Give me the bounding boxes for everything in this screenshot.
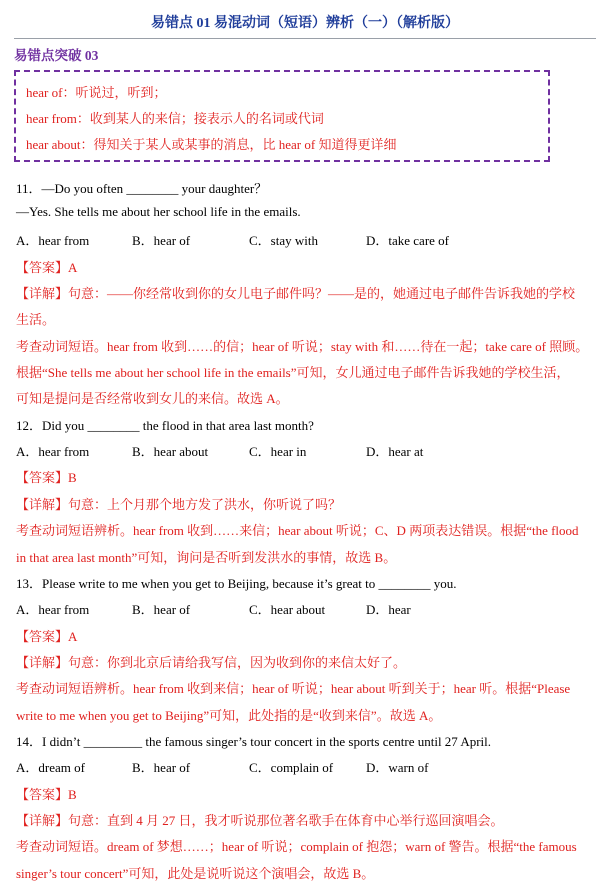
q11-answer: 【答案】A: [16, 260, 78, 275]
q14-detail-2: 考查动词短语。dream of 梦想……；hear of 听说；complain of 抱怨；warn of 警告。根据“the famous: [16, 839, 577, 854]
q13-detail-3: write to me when you get to Beijing”可知，此处指的是“收到来信”。故选 A。: [16, 708, 442, 723]
q13-option-a: A．hear from: [16, 602, 90, 617]
q12-option-b: B．hear about: [132, 444, 209, 459]
q12-answer: 【答案】B: [16, 470, 77, 485]
q12-detail-2: 考查动词短语辨析。hear from 收到……来信；hear about 听说；C、D 两项表达错误。根据“the flood: [16, 523, 579, 538]
section-heading: 易错点突破 03: [14, 48, 99, 63]
q12-stem: 12．Did you ________ the flood in that area last month?: [16, 418, 314, 433]
page-title: 易错点 01 易混动词（短语）辨析（一）（解析版）: [151, 16, 459, 31]
tip-hear-of: hear of：听说过，听到；: [26, 85, 167, 100]
q11-detail-4: 根据“She tells me about her school life in the emails”可知，女儿通过电子邮件告诉我她的学校生活，: [16, 365, 570, 380]
q14-option-d: D．warn of: [366, 760, 429, 775]
q11-detail-3: 考查动词短语。hear from 收到……的信；hear of 听说；stay with 和……待在一起；take care of 照顾。: [16, 339, 589, 354]
q12-detail-3: in that area last month”可知，询问是否听到发洪水的事情，故选 B。: [16, 550, 397, 565]
q13-option-d: D．hear: [366, 602, 411, 617]
q11-option-d: D．take care of: [366, 233, 450, 248]
q14-stem: 14．I didn’t _________ the famous singer’s tour concert in the sports centre until 27 April.: [16, 734, 492, 749]
q13-answer: 【答案】A: [16, 629, 78, 644]
tip-hear-about: hear about：得知关于某人或某事的消息，比 hear of 知道得更详细: [26, 137, 397, 152]
q11-stem-1: 11．—Do you often ________ your daughter？: [16, 181, 268, 196]
title-divider: [14, 38, 596, 39]
q13-stem: 13．Please write to me when you get to Beijing, because it’s great to ________ you.: [16, 576, 457, 591]
q11-detail-5: 可知是提问是否经常收到女儿的来信。故选 A。: [16, 391, 289, 406]
q12-detail-1: 【详解】句意：上个月那个地方发了洪水，你听说了吗？: [16, 497, 342, 512]
q11-detail-2: 生活。: [16, 312, 56, 327]
q12-option-c: C．hear in: [249, 444, 307, 459]
q11-option-c: C．stay with: [249, 233, 318, 248]
q13-detail-1: 【详解】句意：你到北京后请给我写信，因为收到你的来信太好了。: [16, 655, 407, 670]
tip-hear-from: hear from：收到某人的来信；接表示人的名词或代词: [26, 111, 324, 126]
q12-option-a: A．hear from: [16, 444, 90, 459]
q13-detail-2: 考查动词短语辨析。hear from 收到来信；hear of 听说；hear about 听到关于；hear 听。根据“Please: [16, 681, 571, 696]
q11-stem-2: —Yes. She tells me about her school life in the emails.: [16, 204, 301, 219]
q13-option-b: B．hear of: [132, 602, 191, 617]
q14-answer: 【答案】B: [16, 787, 77, 802]
q11-option-b: B．hear of: [132, 233, 191, 248]
q14-option-b: B．hear of: [132, 760, 191, 775]
q14-option-a: A．dream of: [16, 760, 85, 775]
q12-option-d: D．hear at: [366, 444, 424, 459]
q14-option-c: C．complain of: [249, 760, 334, 775]
q11-detail-1: 【详解】句意：——你经常收到你的女儿电子邮件吗？——是的，她通过电子邮件告诉我她的学校: [16, 286, 576, 301]
q14-detail-1: 【详解】句意：直到 4 月 27 日，我才听说那位著名歌手在体育中心举行巡回演唱会。: [16, 813, 504, 828]
q13-option-c: C．hear about: [249, 602, 326, 617]
q14-detail-3: singer’s tour concert”可知，此处是说听说这个演唱会，故选 B。: [16, 866, 375, 881]
q11-option-a: A．hear from: [16, 233, 90, 248]
tips-box: [14, 70, 550, 162]
